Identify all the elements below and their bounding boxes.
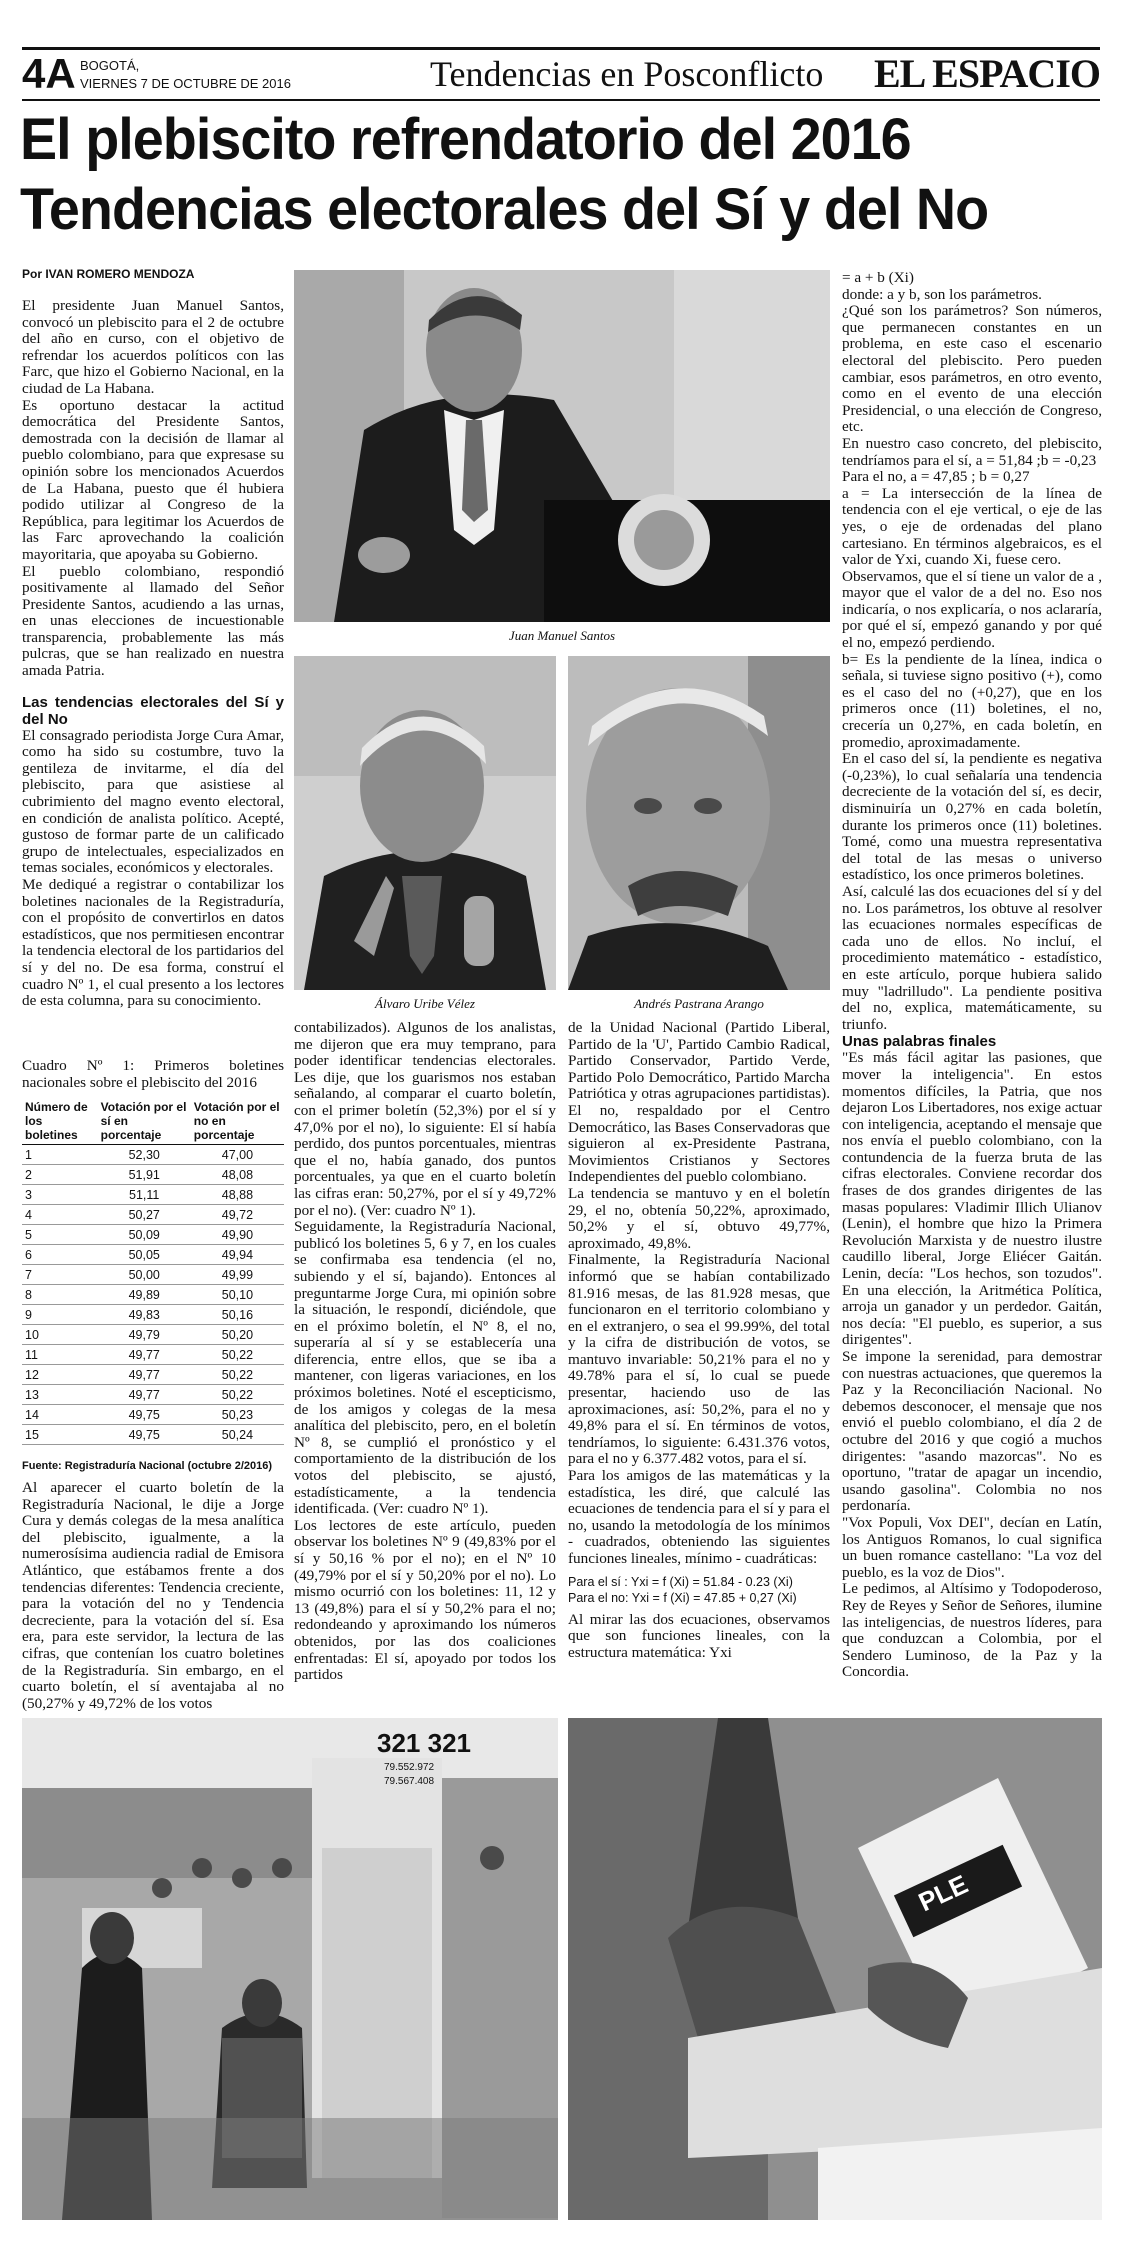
column-3 [568, 1020, 830, 1661]
photo-voting-center [22, 1718, 558, 2220]
col4-paragraph: En nuestro caso concreto, del plebiscito, tendríamos para el sí, a = 51,84 ;b = -0,23 [842, 434, 1102, 469]
table-cell-bulletin: 12 [22, 1365, 98, 1385]
col4-paragraph: "Vox Populi, Vox DEI", decían en Latín, los Antiguos Romanos, lo cual significa un buen romance castellano: "La voz del pueblo, es la voz de Dios". [842, 1513, 1102, 1581]
table-cell-no: 48,08 [191, 1165, 284, 1185]
equation-no: Para el no: Yxi = f (Xi) = 47.85 + 0,27 (Xi) [568, 1590, 797, 1605]
byline: Por IVAN ROMERO MENDOZA [22, 267, 195, 281]
equation-si: Para el sí : Yxi = f (Xi) = 51.84 - 0.23 (Xi) [568, 1574, 793, 1589]
table-source: Fuente: Registraduría Nacional (octubre 2/2016) [22, 1460, 273, 1472]
column-1 [22, 298, 284, 1010]
table-cell-bulletin: 7 [22, 1265, 98, 1285]
table-cell-bulletin: 13 [22, 1385, 98, 1405]
table-cell-no: 47,00 [191, 1145, 284, 1165]
table-cell-bulletin: 9 [22, 1305, 98, 1325]
col4-paragraph: Observamos, que el sí tiene un valor de a , mayor que el valor de a del no. Eso nos indicaría, o nos explicaría, o nos aclararía, por qué el sí, empezó ganando y por qué el no, empezó perdiendo. [842, 567, 1102, 652]
col3-paragraph: La tendencia se mantuvo y en el boletín 29, el no, obtenía 50,22%, aproximado, 50,2% y el sí, obtuvo 49,77%, aproximado, 49,8%. [568, 1184, 830, 1252]
table-cell-no: 50,24 [191, 1425, 284, 1445]
headline-line2: Tendencias electorales del Sí y del No [20, 177, 989, 242]
table-header: Número de los boletines [22, 1098, 98, 1145]
col2-paragraph: Seguidamente, la Registraduría Nacional, publicó los boletines 5, 6 y 7, en los cuales se confirmaba esa tendencia (el no, subiendo y el sí, bajando). Entonces al preguntarme Jorge Cura, mi opinión sobre la situación, le respondí, diciéndole, que en el próximo boletín, el Nº 8, el no, superaría al sí y se establecería una diferencia, entre ellos, que se iba a mantener, con ligeras variaciones, en los próximos boletines. Noté el escepticismo, de los amigos y colegas de la mesa analítica del plebiscito, pero, en el boletín Nº 8, se cumplió el pronóstico y el comportamiento de la distribución de los votos del plebiscito, se ajustó, estadísticamente, a la tendencia identificada. (Ver: cuadro Nº 1). [294, 1218, 556, 1518]
col4-subhead: Unas palabras finales [842, 1033, 997, 1051]
masthead: EL ESPACIO [874, 51, 1100, 96]
page-number: 4A [22, 50, 76, 97]
table-cell-no: 48,88 [191, 1185, 284, 1205]
table-cell-no: 50,22 [191, 1385, 284, 1405]
column-1-continued [22, 1480, 284, 1712]
table-cell-no: 49,94 [191, 1245, 284, 1265]
table-cell-bulletin: 6 [22, 1245, 98, 1265]
ballot-label: PLE [913, 1868, 973, 1918]
table-cell-bulletin: 10 [22, 1325, 98, 1345]
col4-paragraph: = a + b (Xi) [842, 269, 914, 286]
table-cell-si: 49,77 [98, 1345, 191, 1365]
col4-paragraph: Para el no, a = 47,85 ; b = 0,27 [842, 468, 1030, 486]
table-cell-no: 49,72 [191, 1205, 284, 1225]
table-header: Votación por el sí en porcentaje [98, 1098, 191, 1145]
table-row [22, 1205, 284, 1225]
table-row [22, 1405, 284, 1425]
table-row [22, 1145, 284, 1165]
photo-santos [294, 270, 830, 622]
tally-2: 79.567.408 [384, 1776, 435, 1787]
table-row [22, 1245, 284, 1265]
voting-center-art [22, 1718, 558, 2220]
column-2 [294, 1020, 556, 1684]
col4-paragraph: En el caso del sí, la pendiente es negativa (-0,23%), lo cual señalaría una tendencia decreciente de la votación del sí, es decir, disminuiría un 0,27% en cada boletín, durante los primeros once (11) boletines. Tomé, como una muestra representativa del total de las mesas o universo estadístico, los once primeros boletines. [842, 750, 1102, 884]
table-cell-si: 52,30 [98, 1145, 191, 1165]
table-cell-bulletin: 2 [22, 1165, 98, 1185]
table-cell-si: 49,89 [98, 1285, 191, 1305]
headline-line1: El plebiscito refrendatorio del 2016 [20, 107, 911, 172]
table-cell-si: 50,09 [98, 1225, 191, 1245]
table-cell-bulletin: 1 [22, 1145, 98, 1165]
uribe-photo-art [294, 656, 556, 990]
ballot-photo-art [568, 1718, 1102, 2220]
table-cell-si: 50,05 [98, 1245, 191, 1265]
col1-paragraph: El pueblo colombiano, respondió positivamente al llamado del Señor Presidente Santos, acudiendo a las urnas, en unas elecciones de incuestionable transparencia, probablemente las más pulcras, que se han realizado en nuestra amada Patria. [22, 562, 284, 680]
booth-number: 321 321 [377, 1728, 471, 1758]
col4-paragraph: a = La intersección de la línea de tendencia con el eje vertical, o eje de las yes, o eje de ordenadas del plano cartesiano. En términos algebraicos, es el valor de Yxi, cuando Xi, fuese cero. [842, 484, 1102, 569]
table-cell-bulletin: 11 [22, 1345, 98, 1365]
tally-1: 79.552.972 [384, 1762, 435, 1773]
table-cell-no: 50,10 [191, 1285, 284, 1305]
table-cell-si: 50,27 [98, 1205, 191, 1225]
table-row [22, 1225, 284, 1245]
col2-paragraph: Los lectores de este artículo, pueden observar los boletines Nº 9 (49,83% por el sí y 50,16 % por el no); en el Nº 10 (49,79% por el sí y 50,20% por el no). Lo mismo ocurrió con los boletines: 11, 12 y 13 (49,8%) para el sí y 50,2% para el no; redondeando y aproximando los números obtenidos, por las dos coaliciones enfrentadas: El sí, apoyado por todos los partidos [294, 1516, 556, 1684]
table-cell-no: 50,23 [191, 1405, 284, 1425]
table-header: Votación por el no en porcentaje [191, 1098, 284, 1145]
photo-pastrana [568, 656, 830, 990]
col1-paragraph: Al aparecer el cuarto boletín de la Registraduría Nacional, le dije a Jorge Cura y demás colegas de la mesa analítica del plebiscito, igualmente, a la numerosísima audiencia radial de Emisora Atlántico, que estábamos frente a dos tendencias diferentes: Tendencia creciente, para la votación del no y Tendencia decreciente, para la votación del sí. Esa era, para este servidor, la lectura de las cifras, que contenían los cuatro boletines de la Registraduría. Sin embargo, en el cuarto boletín, el sí aventajaba al no (50,27% y 49,72% de los votos [22, 1479, 284, 1712]
table-cell-no: 50,20 [191, 1325, 284, 1345]
table-cell-no: 49,90 [191, 1225, 284, 1245]
col4-paragraph: b= Es la pendiente de la línea, indica o señala, si tuviese signo positivo (+), como es el caso del no (+0,27), que en los primeros once (11) boletines, el no, crecería un 0,27%, en cada boletín, en promedio, aproximadamente. [842, 650, 1102, 751]
table-cell-no: 50,22 [191, 1345, 284, 1365]
header-bottom-rule [22, 99, 1100, 101]
table-row [22, 1265, 284, 1285]
table-cell-bulletin: 4 [22, 1205, 98, 1225]
table-row [22, 1425, 284, 1445]
table-row [22, 1365, 284, 1385]
santos-photo-art [294, 270, 830, 622]
column-4 [842, 270, 1102, 1681]
header-city: BOGOTÁ, [80, 58, 140, 73]
table-cell-bulletin: 5 [22, 1225, 98, 1245]
col1-paragraph: Es oportuno destacar la actitud democrática del Presidente Santos, demostrada con la decisión de llamar al pueblo colombiano, para que expresase su opinión sobre los mencionados Acuerdos de La Habana, puesto que él hubiera podido utilizar al Congreso de la República, para legitimar los Acuerdos de las Farc aprovechando la coalición mayoritaria, que apoyaba su Gobierno. [22, 396, 284, 563]
table-title [22, 1058, 284, 1091]
col4-paragraph: Así, calculé las dos ecuaciones del sí y del no. Los parámetros, los obtuve al resolver las ecuaciones normales específicas de cada uno de ellos. No incluí, el procedimiento matemático - estadístico, en este artículo, porque hubiera salido muy "ladrilludo". La pendiente positiva del no, explica, matemáticamente, su triunfo. [842, 882, 1102, 1033]
table-row [22, 1185, 284, 1205]
table-title-text: Cuadro Nº 1: Primeros boletines nacionales sobre el plebiscito del 2016 [22, 1057, 284, 1091]
table-cell-si: 49,79 [98, 1325, 191, 1345]
table-cell-si: 49,75 [98, 1425, 191, 1445]
col3-paragraph: Finalmente, la Registraduría Nacional informó que se habían contabilizado 81.916 mesas, de las 81.928 mesas, que funcionaron en el territorio colombiano y en el extranjero, o sea el 99.99%, del total y la cifra de distribución de votos, se mantuvo invariable: 50,21% para el no y 49.78% para el sí, lo cual se puede presentar, haciendo uso de las aproximaciones, así: 50,2%, para el no y 49,8% para el sí. En términos de votos, tendríamos, lo siguiente: 6.431.376 votos, para el no y 6.377.482 votos, para el sí. [568, 1251, 830, 1468]
col1-paragraph: Me dediqué a registrar o contabilizar los boletines nacionales de la Registraduría, con el propósito de convertirlos en datos estadísticos, que nos permitiesen encontrar la tendencia electoral de los partidarios del sí y del no. De esa forma, construí el cuadro Nº 1, el cual presento a los lectores de esta columna, para su conocimiento. [22, 876, 284, 1010]
table-row [22, 1285, 284, 1305]
results-table-grid [22, 1098, 284, 1445]
col4-paragraph: donde: a y b, son los parámetros. [842, 285, 1042, 303]
pastrana-photo-art [568, 656, 830, 990]
col4-paragraph: "Es más fácil agitar las pasiones, que mover la inteligencia". En estos momentos difíciles, la Patria, que nos dejaron Los Libertadores, nos exige actuar con inteligencia, aceptando el mensaje que nos envía el pueblo colombiano, con la contundencia de la fuerza bruta de las cifras electorales. Conviene recordar dos frases de dos grandes dirigentes de las masas populares: Vladimir Illich Ulianov (Lenin), el hombre que hizo la Primera Revolución Marxista y de nuestro ilustre caudillo liberal, Jorge Eliécer Gaitán. Lenin, decía: "Los hechos, son tozudos". En una elección, la Aritmética Política, arroja un ganador y un perdedor. Gaitán, nos decía: "El pueblo, es superior, a sus dirigentes". [842, 1049, 1102, 1349]
table-cell-si: 50,00 [98, 1265, 191, 1285]
table-cell-si: 49,75 [98, 1405, 191, 1425]
col4-paragraph: ¿Qué son los parámetros? Son números, que permanecen constantes en un problema, en este caso el escenario electoral del plebiscito. Pero pueden cambiar, esos parámetros, en otro evento, como en el evento de una elección Presidencial, o una elección de Congreso, etc. [842, 302, 1102, 436]
col4-paragraph: Se impone la serenidad, para demostrar con nuestras actuaciones, que queremos la Paz y la Reconciliación Nacional. No debemos desconocer, el mensaje que nos envió el pueblo colombiano, el día 2 de octubre del 2016 y que cogió a muchos dirigentes: "asando mazorcas". No es oportuno, "tratar de apagar un incendio, usando gasolina". Colombia no nos perdonaría. [842, 1348, 1102, 1515]
table-cell-bulletin: 15 [22, 1425, 98, 1445]
table-cell-no: 49,99 [191, 1265, 284, 1285]
table-cell-si: 51,91 [98, 1165, 191, 1185]
table-row [22, 1305, 284, 1325]
photo-ballot [568, 1718, 1102, 2220]
table-cell-no: 50,16 [191, 1305, 284, 1325]
caption-uribe: Álvaro Uribe Vélez [375, 996, 475, 1011]
table-row [22, 1325, 284, 1345]
col3-paragraph: Al mirar las dos ecuaciones, observamos que son funciones lineales, con la estructura matemática: Yxi [568, 1610, 830, 1661]
col3-paragraph: de la Unidad Nacional (Partido Liberal, Partido de la 'U', Partido Cambio Radical, Partido Conservador, Partido Verde, Partido Polo Democrático, Partido Marcha Patriótica y otras agrupaciones partidistas). El no, respaldado por el Centro Democrático, las Bases Conservadoras que siguieron al ex-Presidente Pastrana, Movimientos Cristianos y Sectores Independientes del pueblo colombiano. [568, 1019, 830, 1186]
table-cell-bulletin: 3 [22, 1185, 98, 1205]
col1-paragraph: El presidente Juan Manuel Santos, convocó un plebiscito para el 2 de octubre del año en curso, con el objetivo de refrendar los acuerdos políticos con las Farc, que hizo el Gobierno Nacional, en la ciudad de La Habana. [22, 297, 284, 397]
col1-paragraph: El consagrado periodista Jorge Cura Amar, como ha sido su costumbre, tuvo la gentileza de invitarme, el día del plebiscito, para que asistiese al cubrimiento del magno evento electoral, en condición de analista político. Acepté, gustoso de formar parte de un calificado grupo de intelectuales, especializados en temas sociales, económicos y electorales. [22, 726, 284, 877]
caption-pastrana: Andrés Pastrana Arango [634, 996, 764, 1011]
table-cell-bulletin: 14 [22, 1405, 98, 1425]
col1-subhead: Las tendencias electorales del Sí y del No [22, 693, 284, 728]
table-cell-si: 49,77 [98, 1365, 191, 1385]
table-row [22, 1345, 284, 1365]
table-cell-no: 50,22 [191, 1365, 284, 1385]
table-row [22, 1385, 284, 1405]
section-title: Tendencias en Posconflicto [430, 54, 824, 94]
photo-uribe [294, 656, 556, 990]
caption-santos: Juan Manuel Santos [508, 628, 616, 643]
table-cell-si: 49,77 [98, 1385, 191, 1405]
table-cell-bulletin: 8 [22, 1285, 98, 1305]
col3-paragraph: Para los amigos de las matemáticas y la estadística, les diré, que calculé las ecuaciones de tendencia para el sí y para el no, usando la metodología de los mínimos - cuadrados, obteniendo las siguientes funciones lineales, mínimo - cuadráticas: [568, 1467, 830, 1567]
table-cell-si: 51,11 [98, 1185, 191, 1205]
results-table [22, 1098, 284, 1445]
col2-paragraph: contabilizados). Algunos de los analistas, me dijeron que era muy temprano, para poder identificar tendencias electorales. Les dije, que los guarismos nos estaban señalando, al comparar el cuarto boletín, con el primer boletín (52,3%) por el sí y 47,0% por el no), lo siguiente: El sí había perdido, dos puntos porcentuales, mientras que el no, había ganado, dos puntos porcentuales, ya que en el cuarto boletín las cifras eran: 50,27%, por el sí y 49,72% por el no). (Ver: cuadro Nº 1). [294, 1019, 556, 1219]
col4-paragraph: Le pedimos, al Altísimo y Todopoderoso, Rey de Reyes y Señor de Señores, ilumine las inteligencias, de nuestros líderes, para que conduzcan a Colombia, por el Sendero Luminoso, de la Paz y la Concordia. [842, 1580, 1102, 1681]
table-cell-si: 49,83 [98, 1305, 191, 1325]
table-row [22, 1165, 284, 1185]
header-date: VIERNES 7 DE OCTUBRE DE 2016 [80, 76, 291, 91]
